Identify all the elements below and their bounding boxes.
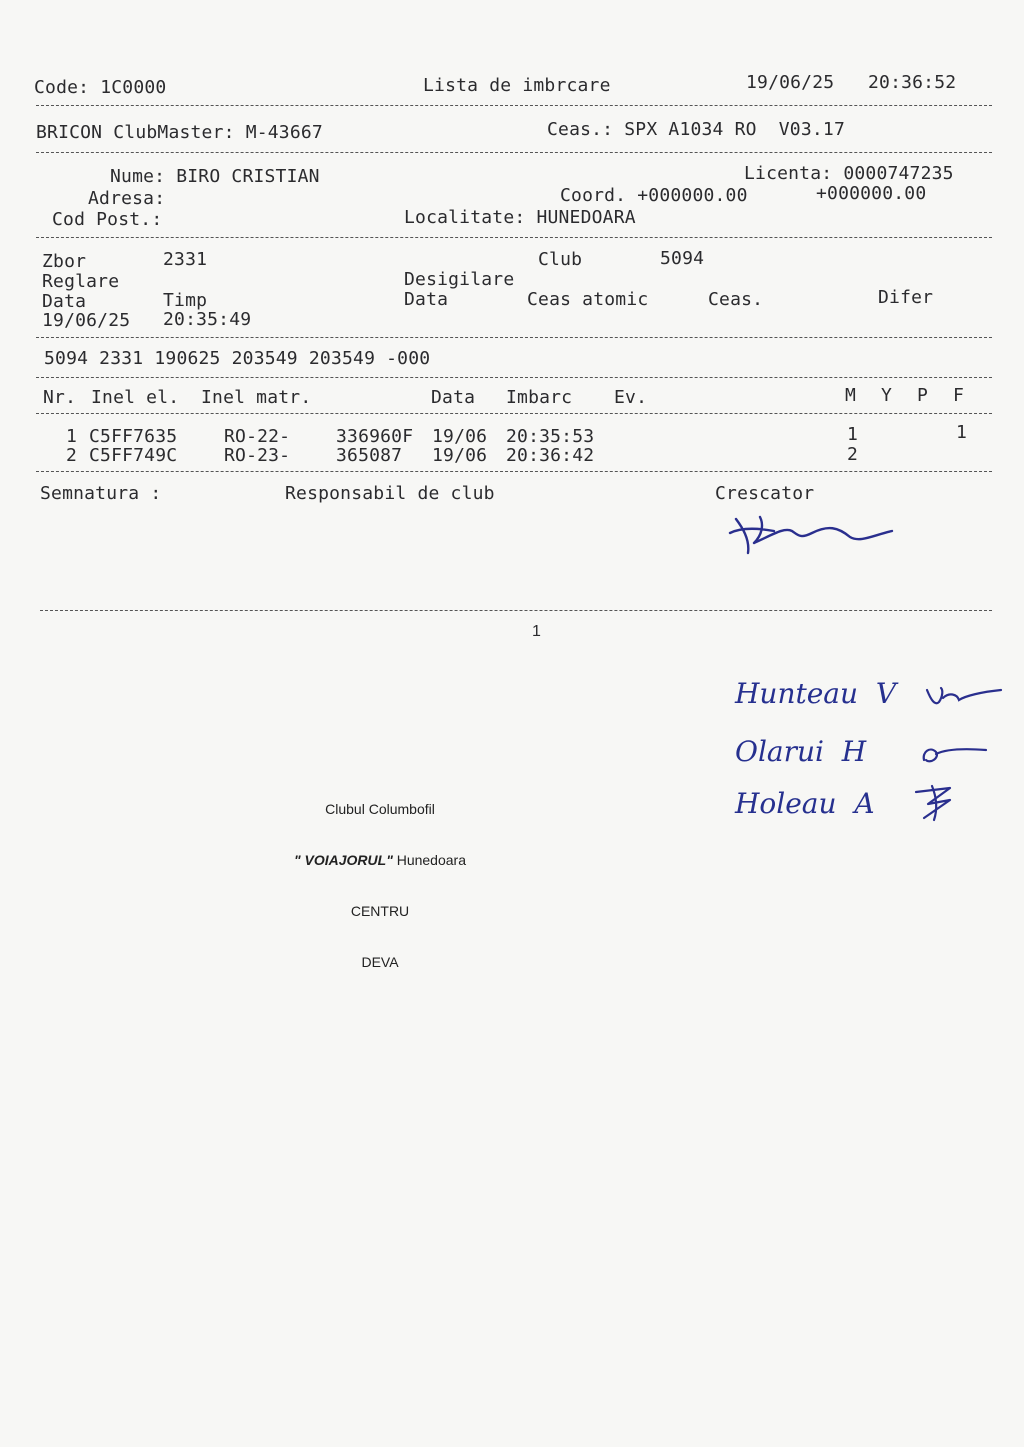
row-ring-prefix: RO-23- [224, 445, 291, 466]
document-title: Lista de imbrcare [423, 75, 611, 96]
divider [36, 413, 992, 414]
row-time: 20:36:42 [506, 445, 595, 466]
row-ring-number: 365087 [336, 445, 403, 466]
row-inel-el: C5FF749C [89, 445, 178, 466]
col-m: M [845, 385, 857, 406]
stamp-city: Hunedoara [392, 852, 466, 868]
col-p: P [917, 385, 929, 406]
stamp-line: CENTRU [350, 903, 410, 919]
owner-address: Adresa: [88, 188, 166, 209]
data2-label: Data [404, 289, 449, 310]
row-nr: 1 [66, 426, 78, 447]
timp-label: Timp [163, 290, 208, 311]
col-data: Data [431, 387, 476, 408]
owner-license: Licenta: 0000747235 [744, 163, 954, 184]
summary-line: 5094 2331 190625 203549 203549 -000 [44, 348, 431, 369]
divider [36, 105, 992, 106]
flight-label: Zbor [42, 251, 87, 272]
code-label: Code: 1C0000 [34, 77, 167, 98]
divider [36, 237, 992, 238]
col-ev: Ev. [614, 387, 648, 408]
handwritten-initials [920, 740, 1000, 774]
row-time: 20:35:53 [506, 426, 595, 447]
desigilare-label: Desigilare [404, 269, 515, 290]
signature-label: Semnatura : [40, 483, 162, 504]
row-m: 1 [847, 424, 859, 445]
col-inel-el: Inel el. [91, 387, 180, 408]
row-date: 19/06 [432, 445, 488, 466]
breeder-label: Crescator [715, 483, 815, 504]
club-stamp [270, 767, 490, 1005]
handwritten-name: Holeau A [735, 787, 875, 820]
breeder-signature [728, 505, 898, 564]
stamp-line: Clubul Columbofil [325, 801, 435, 817]
coord-value: +000000.00 [816, 183, 927, 204]
locality: Localitate: HUNEDOARA [404, 207, 636, 228]
divider [36, 337, 992, 338]
header-date: 19/06/25 [746, 72, 835, 93]
header-time: 20:36:52 [868, 72, 957, 93]
handwritten-name: Olarui H [735, 735, 867, 768]
row-ring-number: 336960F [336, 426, 414, 447]
stamp-line [270, 852, 490, 869]
col-inel-matr: Inel matr. [201, 387, 312, 408]
reglare-label: Reglare [42, 271, 120, 292]
difer-label: Difer [878, 287, 934, 308]
owner-name: Nume: BIRO CRISTIAN [110, 166, 320, 187]
club-label: Club [538, 249, 583, 270]
handwritten-initials [925, 682, 1005, 716]
row-ring-prefix: RO-22- [224, 426, 291, 447]
row-m: 2 [847, 444, 859, 465]
col-nr: Nr. [43, 387, 77, 408]
stamp-line: DEVA [361, 954, 399, 970]
divider [36, 471, 992, 472]
stamp-club-name: " VOIAJORUL" [293, 852, 393, 868]
row-date: 19/06 [432, 426, 488, 447]
postal-code: Cod Post.: [52, 209, 163, 230]
handwritten-initials [910, 782, 960, 828]
row-f: 1 [956, 422, 968, 443]
row-inel-el: C5FF7635 [89, 426, 178, 447]
col-f: F [953, 385, 965, 406]
reglare-time: 20:35:49 [163, 309, 252, 330]
page-number: 1 [532, 623, 542, 640]
col-imbarc: Imbarc [506, 387, 573, 408]
clock-info: Ceas.: SPX A1034 RO V03.17 [547, 119, 845, 140]
ceas-atomic-label: Ceas atomic [527, 289, 649, 310]
row-nr: 2 [66, 445, 78, 466]
divider [36, 377, 992, 378]
divider [36, 152, 992, 153]
reglare-date: 19/06/25 [42, 310, 131, 331]
club-responsible-label: Responsabil de club [285, 483, 495, 504]
handwritten-name: Hunteau V [735, 677, 897, 710]
footer-divider [40, 610, 992, 611]
club-number: 5094 [660, 248, 705, 269]
data-label: Data [42, 291, 87, 312]
clubmaster-id: BRICON ClubMaster: M-43667 [36, 122, 323, 143]
ceas-label: Ceas. [708, 289, 764, 310]
flight-number: 2331 [163, 249, 208, 270]
col-y: Y [881, 385, 893, 406]
coord-label: Coord. +000000.00 [560, 185, 748, 206]
